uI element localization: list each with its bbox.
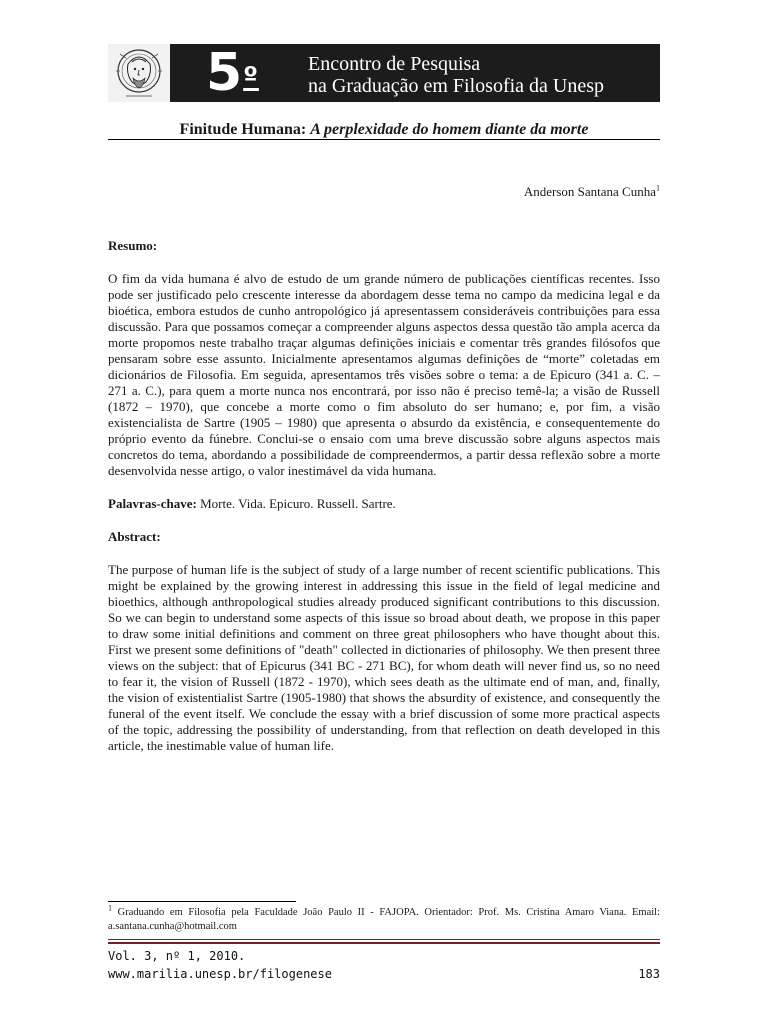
footer-divider-thick — [108, 942, 660, 944]
abstract-text: The purpose of human life is the subject of study of a large number of recent scientific publications. This might be explained by the growing interest in addressing this issue in the field of legal medicine and bioethics, although anthropological studies already produced significant contributions to this discussion. So we can begin to understand some aspects of this issue so broad about death, we propose in this paper to draw some initial definitions and comment on three great philosophers who have thought about this. First we present some definitions of "death" collected in dictionaries of philosophy. We then present three views on the subject: that of Epicurus (341 BC - 271 BC), for whom death will never find us, so no need to fear it, the vision of Russell (1872 - 1970), which sees death as the ultimate end of man, and, finally, the vision of existentialist Sartre (1905-1980) that shows the absurdity of existence, and consequently the funeral of the event itself. We conclude the essay with a brief discussion of some more practical aspects of the topic, addressing the possibility of understanding, from that reflection on death developed in this article, the inestimable value of human life. — [108, 562, 660, 753]
keywords-text: Morte. Vida. Epicuro. Russell. Sartre. — [200, 496, 396, 511]
keywords-line — [108, 496, 660, 512]
abstract-heading: Abstract: — [108, 529, 161, 544]
author-footnote-marker: 1 — [656, 183, 660, 193]
footer-divider-thin — [108, 939, 660, 940]
footnote-divider — [108, 901, 296, 902]
footnote-marker: 1 — [108, 903, 112, 913]
edition-ordinal: $5^º$ — [206, 44, 259, 102]
footnote-text: Graduando em Filosofia pela Faculdade João Paulo II - FAJOPA. Orientador: Prof. Ms. Cristina Amaro Viana. Email: a.santana.cunha@hotmail.com — [108, 907, 661, 932]
resumo-text: O fim da vida humana é alvo de estudo de um grande número de publicações científicas recentes. Isso pode ser justificado pelo crescente interesse da abordagem desse tema no campo da medicina legal e da bioética, embora estudos de cunho antropológico já apresentassem consideráveis contribuições para essa discussão. Para que possamos começar a compreender alguns aspectos dessa questão tão ampla acerca da morte propomos neste trabalho traçar algumas definições iniciais e comentar três grandes filósofos que pensaram sobre esse assunto. Inicialmente apresentamos algumas definições de “morte” coletadas em dicionários de Filosofia. Em seguida, apresentamos três visões sobre o tema: a de Epicuro (341 a. C. – 271 a. C.), para quem a morte nunca nos encontrará, por isso não é preciso temê-la; a visão de Russell (1872 – 1970), que concebe a morte como o fim absoluto do ser humano; e, por fim, a visão existencialista de Sartre (1905 – 1980) que apresenta o absurdo da existência, e consequentemente do próprio evento da fúnebre. Conclui-se o ensaio com uma breve discussão sobre alguns aspectos mais concretos do tema, abordando a possibilidade de compreendermos, a partir dessa reflexão sobre a morte desenvolvida nesse artigo, o valor inestimável da vida humana. — [108, 271, 660, 478]
footer-url-link[interactable]: www.marilia.unesp.br/filogenese — [108, 967, 332, 981]
resumo-heading: Resumo: — [108, 238, 158, 253]
author-name: Anderson Santana Cunha — [523, 184, 656, 199]
header-banner — [108, 44, 660, 102]
ordinal-suffix: º — [243, 62, 259, 92]
banner-title-line-2: na Graduação em Filosofia da Unesp — [308, 75, 605, 97]
title-divider — [108, 139, 660, 140]
author-line — [524, 184, 660, 200]
title-subtitle: A perplexidade do homem diante da morte — [310, 121, 589, 138]
article-body — [108, 238, 660, 771]
title-main: Finitude Humana: — [179, 121, 307, 138]
article-title — [108, 120, 660, 140]
banner-title-line-1: Encontro de Pesquisa — [308, 53, 481, 75]
footer-volume: Vol. 3, nº 1, 2010. — [108, 949, 246, 963]
page-number: 183 — [638, 967, 660, 981]
philosopher-portrait-logo — [108, 44, 170, 102]
keywords-label: Palavras-chave: — [108, 496, 197, 511]
footnote — [108, 903, 661, 934]
